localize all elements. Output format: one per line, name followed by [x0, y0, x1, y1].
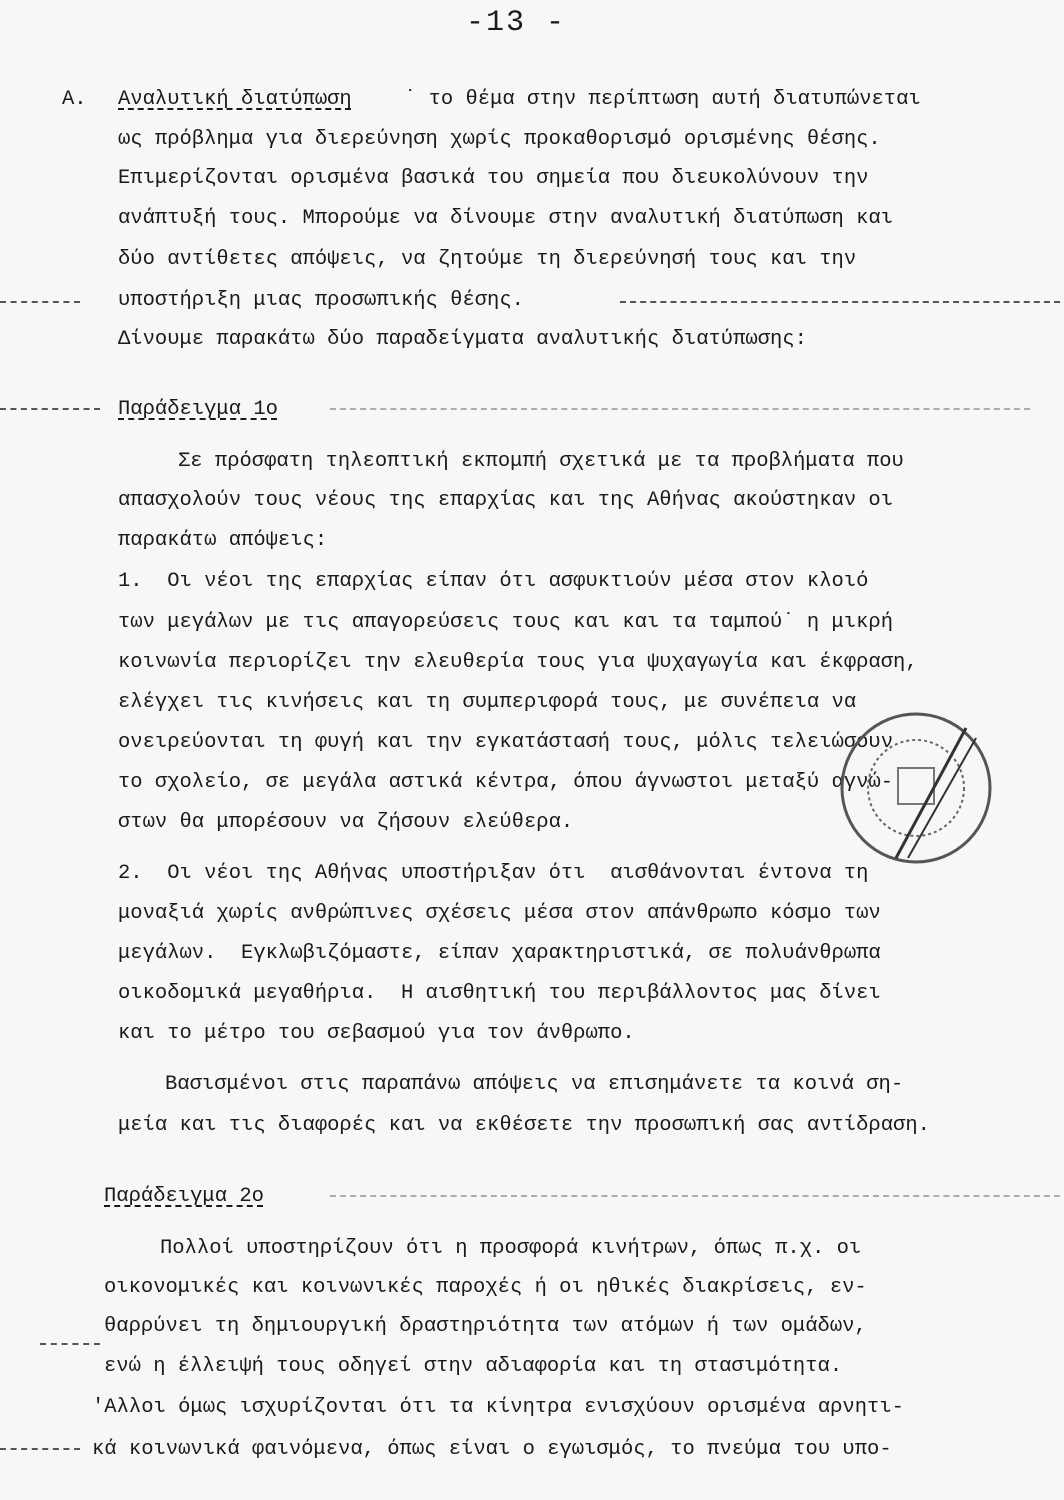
intro-line: Δίνουμε παρακάτω δύο παραδείγματα αναλυτικής διατύπωσης: [118, 328, 807, 351]
example2-line: θαρρύνει τη δημιουργική δραστηριότητα των ατόμων ή των ομάδων, [104, 1315, 867, 1338]
section-label: Α. [62, 88, 87, 111]
example1-line: μεία και τις διαφορές και να εκθέσετε την προσωπική σας αντίδραση. [118, 1114, 930, 1137]
example1-line: των μεγάλων με τις απαγορεύσεις τους και και τα ταμπού˙ η μικρή [118, 611, 894, 634]
example1-line: παρακάτω απόψεις: [118, 529, 328, 552]
example2-heading: Παράδειγμα 2ο [104, 1185, 264, 1208]
example1-line: στων θα μπορέσουν να ζήσουν ελεύθερα. [118, 811, 574, 834]
intro-line: ως πρόβλημα για διερεύνηση χωρίς προκαθορισμό ορισμένης θέσης. [118, 128, 881, 151]
margin-dash [40, 1343, 100, 1345]
example1-line: Σε πρόσφατη τηλεοπτική εκπομπή σχετικά με τα προβλήματα που [178, 450, 904, 473]
ruled-dash-line [620, 301, 1060, 303]
page-number: -13 - [466, 6, 567, 40]
example2-line: 'Αλλοι όμως ισχυρίζονται ότι τα κίνητρα ενισχύουν ορισμένα αρνητι- [92, 1396, 904, 1419]
intro-heading: Αναλυτική διατύπωση [118, 88, 352, 111]
example1-line: απασχολούν τους νέους της επαρχίας και της Αθήνας ακούστηκαν οι [118, 489, 894, 512]
example1-line: το σχολείο, σε μεγάλα αστικά κέντρα, όπου άγνωστοι μεταξύ αγνώ- [118, 771, 894, 794]
intro-line: Επιμερίζονται ορισμένα βασικά του σημεία που διευκολύνουν την [118, 167, 869, 190]
example1-line: ελέγχει τις κινήσεις και τη συμπεριφορά τους, με συνέπεια να [118, 691, 857, 714]
intro-line: δύο αντίθετες απόψεις, να ζητούμε τη διερεύνησή τους και την [118, 248, 857, 271]
example1-line: ονειρεύονται τη φυγή και την εγκατάστασή τους, μόλις τελειώσουν [118, 731, 894, 754]
margin-dash [0, 301, 80, 303]
ruled-dash-line [330, 1195, 1060, 1197]
example1-line: 2. Οι νέοι της Αθήνας υποστήριξαν ότι αισθάνονται έντονα τη [118, 862, 869, 885]
example1-line: μοναξιά χωρίς ανθρώπινες σχέσεις μέσα στον απάνθρωπο κόσμο των [118, 902, 881, 925]
example1-line: και το μέτρο του σεβασμού για τον άνθρωπο. [118, 1022, 635, 1045]
library-stamp [836, 708, 996, 868]
intro-line: υποστήριξη μιας προσωπικής θέσης. [118, 289, 524, 312]
example1-line: μεγάλων. Εγκλωβιζόμαστε, είπαν χαρακτηριστικά, σε πολυάνθρωπα [118, 942, 881, 965]
example1-line: κοινωνία περιορίζει την ελευθερία τους για ψυχαγωγία και έκφραση, [118, 651, 918, 674]
intro-line: ανάπτυξή τους. Μπορούμε να δίνουμε στην αναλυτική διατύπωση και [118, 207, 894, 230]
example2-line: οικονομικές και κοινωνικές παροχές ή οι ηθικές διακρίσεις, εν- [104, 1276, 867, 1299]
intro-line: ˙ το θέμα στην περίπτωση αυτή διατυπώνεται [404, 88, 921, 111]
example2-line: κά κοινωνικά φαινόμενα, όπως είναι ο εγωισμός, το πνεύμα του υπο- [92, 1438, 892, 1461]
example1-heading: Παράδειγμα 1ο [118, 398, 278, 421]
example1-line: Βασισμένοι στις παραπάνω απόψεις να επισημάνετε τα κοινά ση- [165, 1073, 904, 1096]
margin-dash [0, 408, 100, 410]
example2-line: Πολλοί υποστηρίζουν ότι η προσφορά κινήτρων, όπως π.χ. οι [160, 1237, 862, 1260]
margin-dash [0, 1448, 80, 1450]
example1-line: 1. Οι νέοι της επαρχίας είπαν ότι ασφυκτιούν μέσα στον κλοιό [118, 570, 869, 593]
example2-line: ενώ η έλλειψή τους οδηγεί στην αδιαφορία και τη στασιμότητα. [104, 1355, 843, 1378]
ruled-dash-line [330, 408, 1030, 410]
example1-line: οικοδομικά μεγαθήρια. Η αισθητική του περιβάλλοντος μας δίνει [118, 982, 881, 1005]
